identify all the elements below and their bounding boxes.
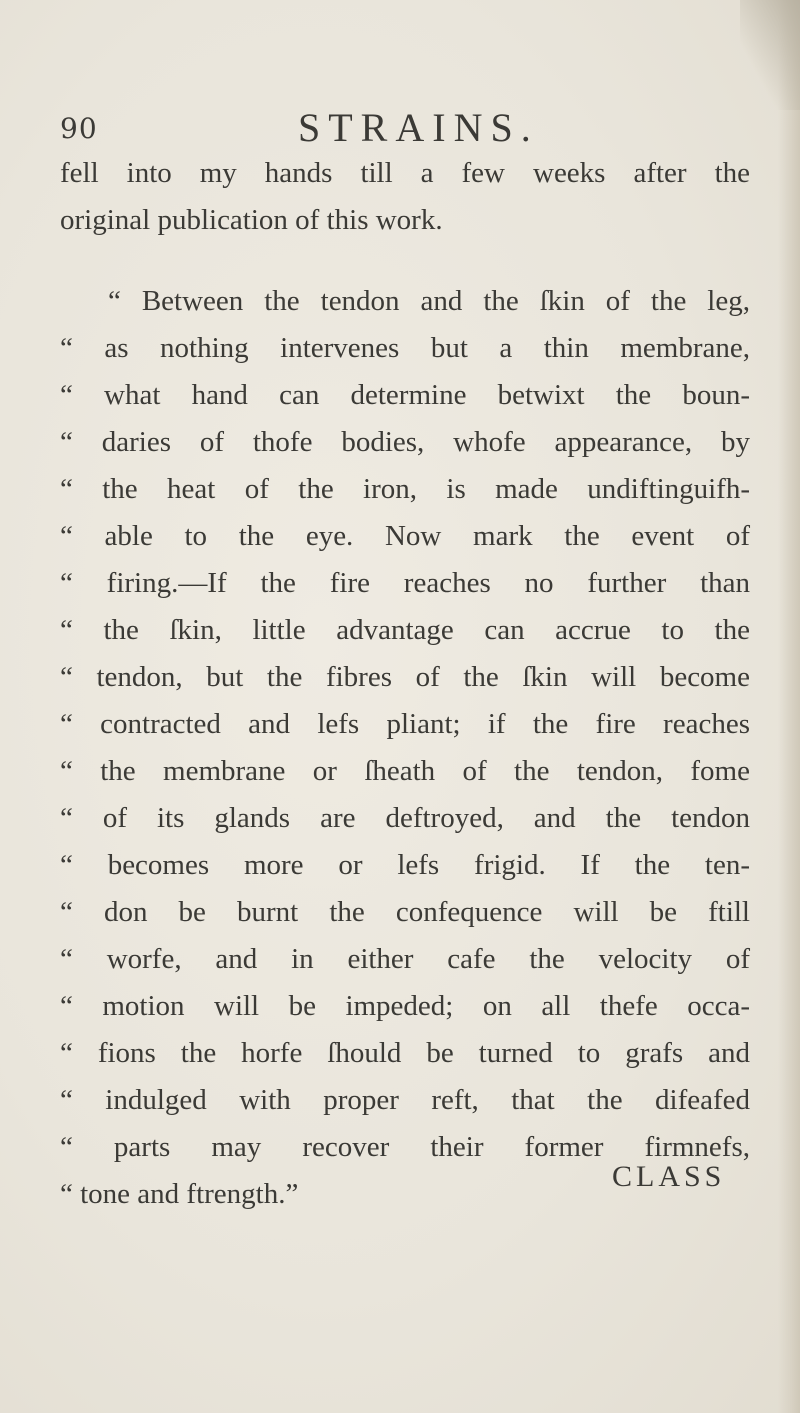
quote-line: “ firing.—If the fire reaches no further than (60, 567, 750, 599)
paragraph-gap (60, 244, 750, 278)
quote-line: “ worfe, and in either cafe the velocity of (60, 943, 750, 975)
quote-line: “ what hand can determine betwixt the boun- (60, 379, 750, 411)
quote-line: “ tone and ftrength.” (60, 1178, 299, 1210)
quote-line: “ don be burnt the confequence will be ftill (60, 896, 750, 928)
quote-line: “ the heat of the iron, is made undiftinguifh- (60, 473, 750, 505)
quote-line: “ daries of thofe bodies, whofe appearance, by (60, 426, 750, 458)
quote-line: “ as nothing intervenes but a thin membrane, (60, 332, 750, 364)
quote-line: “ indulged with proper reft, that the difeafed (60, 1084, 750, 1116)
quote-line: “ motion will be impeded; on all thefe occa- (60, 990, 750, 1022)
quote-line: “ fions the horfe ſhould be turned to grafs and (60, 1037, 750, 1069)
quote-line: “ the membrane or ſheath of the tendon, fome (60, 755, 750, 787)
running-title: STRAINS. (298, 105, 539, 150)
quote-line: “ becomes more or lefs frigid. If the ten- (60, 849, 750, 881)
body-text (60, 150, 750, 1218)
page-corner-stain (740, 0, 800, 110)
page-edge-shadow (778, 0, 800, 1413)
text-line: fell into my hands till a few weeks after the (60, 157, 750, 189)
page-number: 90 (60, 112, 98, 145)
catchword: CLASS (612, 1160, 726, 1193)
quote-line: “ able to the eye. Now mark the event of (60, 520, 750, 552)
quote-line: “ parts may recover their former firmnefs, (60, 1131, 750, 1163)
text-line: original publication of this work. (60, 204, 443, 236)
quote-line: “ of its glands are deftroyed, and the tendon (60, 802, 750, 834)
quote-line: “ Between the tendon and the ſkin of the leg, (108, 285, 750, 317)
quote-line: “ the ſkin, little advantage can accrue to the (60, 614, 750, 646)
running-head (0, 102, 800, 148)
quote-line: “ contracted and lefs pliant; if the fire reaches (60, 708, 750, 740)
quote-line: “ tendon, but the fibres of the ſkin will become (60, 661, 750, 693)
